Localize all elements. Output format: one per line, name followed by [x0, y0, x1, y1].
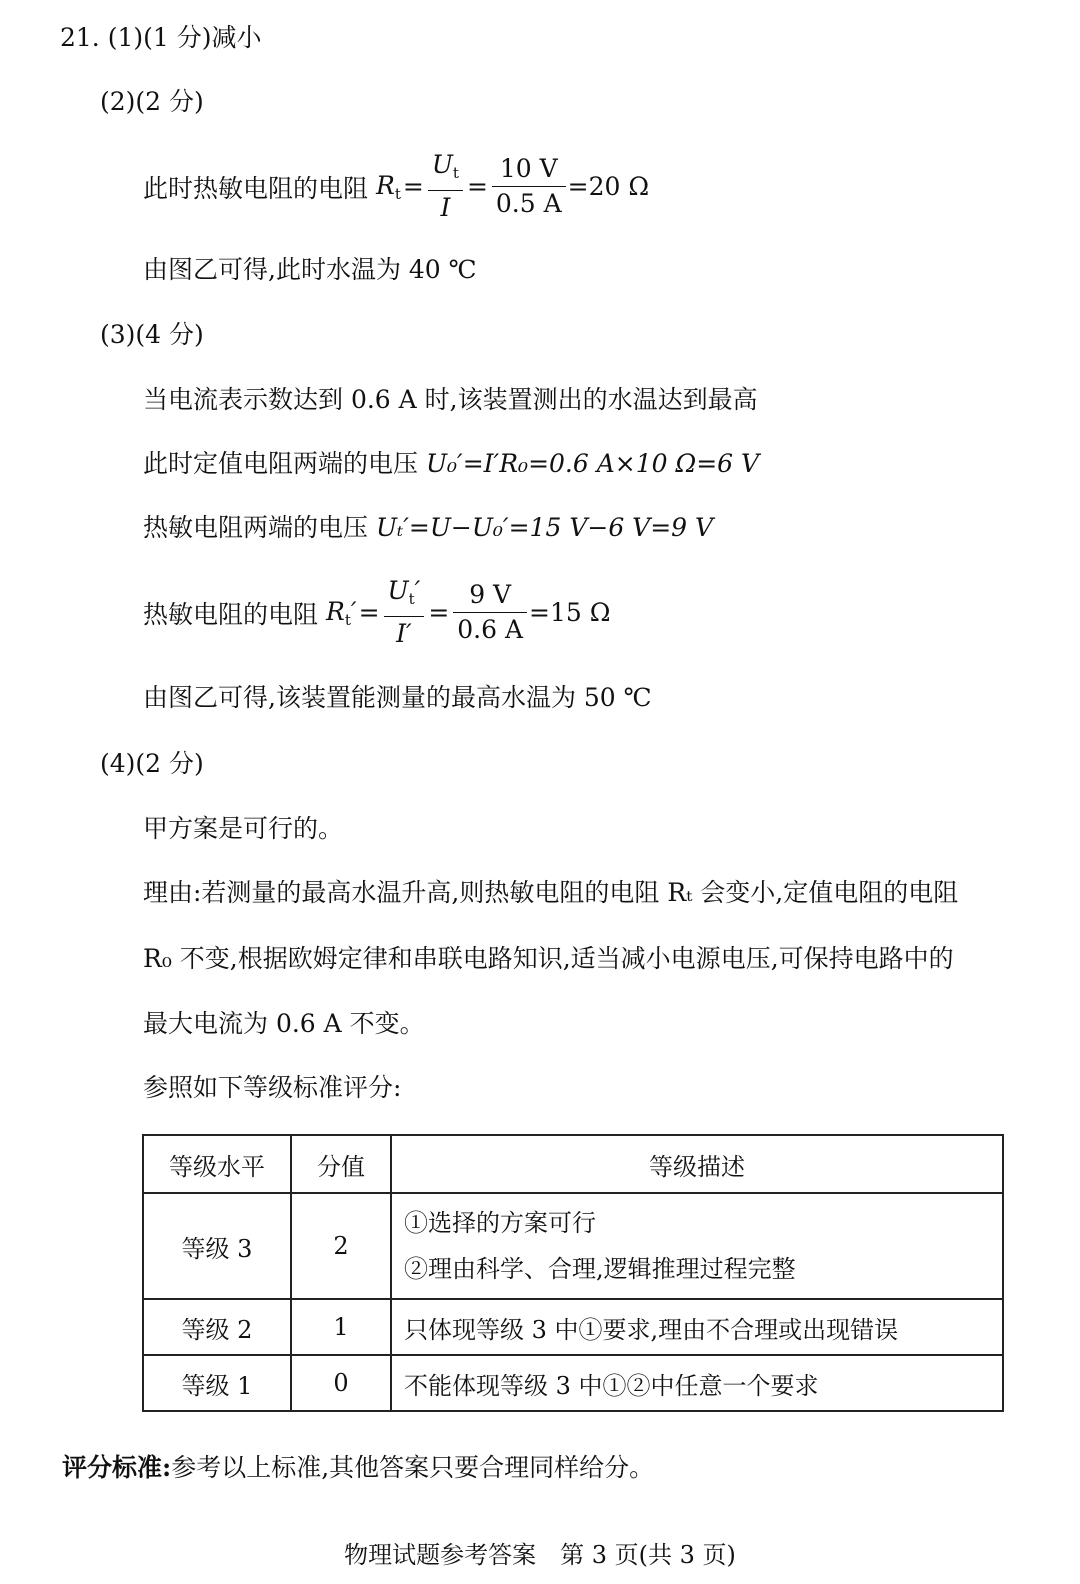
fraction-voltage-over-current: $\frac{U_t}{I}$ [428, 148, 463, 225]
table-row [143, 1299, 1003, 1355]
part2-formula-line: 此时热敏电阻的电阻 $R_t$ = $\frac{U_t}{I}$ = $\frac{10 V}{0.5 A}$ =20 Ω [143, 148, 649, 225]
part3-formula-line: 热敏电阻的电阻 $R_t'$ = $\frac{U_t'}{I'}$ = $\frac{9 V}{0.6 A}$ =15 Ω [143, 574, 610, 651]
fraction-values: $\frac{10 V}{0.5 A}$ [492, 152, 566, 221]
table-row [143, 1355, 1003, 1411]
table-cell-description: 不能体现等级 3 中①②中任意一个要求 [391, 1355, 1003, 1411]
part3-result: =15 Ω [529, 598, 611, 627]
part2-formula-prefix: 此时热敏电阻的电阻 [143, 173, 369, 203]
table-cell-level: 等级 3 [143, 1193, 291, 1299]
grading-criteria [62, 1448, 654, 1484]
part1-answer: 减小 [211, 23, 262, 52]
fraction-voltage-over-current-prime: $\frac{U_t'}{I'}$ [384, 574, 425, 651]
question-number: 21. [60, 23, 100, 52]
table-cell-description [391, 1193, 1003, 1299]
criteria-label: 评分标准: [62, 1453, 172, 1482]
table-cell-level: 等级 2 [143, 1299, 291, 1355]
part3-line1: 当电流表示数达到 0.6 A 时,该装置测出的水温达到最高 [143, 385, 758, 414]
part4-line4: 最大电流为 0.6 A 不变。 [143, 1009, 425, 1038]
part3-line3 [143, 508, 713, 544]
table-header-level: 等级水平 [143, 1135, 291, 1193]
part3-line3-formula: Uₜ′=U−U₀′=15 V−6 V=9 V [375, 513, 714, 542]
table-header-score: 分值 [291, 1135, 391, 1193]
part4-line5: 参照如下等级标准评分: [143, 1073, 402, 1102]
table-row [143, 1193, 1003, 1299]
part2-result: =20 Ω [567, 172, 650, 201]
table-cell-score: 0 [291, 1355, 391, 1411]
description-line: ①选择的方案可行 [404, 1209, 596, 1237]
criteria-text: 参考以上标准,其他答案只要合理同样给分。 [171, 1453, 655, 1482]
part4-label: (4)(2 分) [100, 749, 204, 778]
question-header [60, 18, 262, 54]
table-cell-score: 1 [291, 1299, 391, 1355]
part1-label: (1)(1 分) [107, 23, 212, 52]
table-header-row [143, 1135, 1003, 1193]
part2-line2: 由图乙可得,此时水温为 40 ℃ [143, 255, 477, 284]
part3-formula-prefix: 热敏电阻的电阻 [143, 599, 319, 629]
part3-line2-prefix: 此时定值电阻两端的电压 [143, 449, 419, 478]
resistance-symbol: $R_t$ [376, 170, 401, 203]
part3-line5: 由图乙可得,该装置能测量的最高水温为 50 ℃ [143, 683, 652, 712]
description-line: ②理由科学、合理,逻辑推理过程完整 [404, 1255, 796, 1283]
part3-line2 [143, 444, 759, 480]
part3-line3-prefix: 热敏电阻两端的电压 [143, 513, 369, 542]
table-cell-level: 等级 1 [143, 1355, 291, 1411]
part4-line1: 甲方案是可行的。 [143, 814, 344, 843]
table-cell-description: 只体现等级 3 中①要求,理由不合理或出现错误 [391, 1299, 1003, 1355]
table-header-description: 等级描述 [391, 1135, 1003, 1193]
part2-label: (2)(2 分) [100, 87, 204, 116]
page-footer: 物理试题参考答案 第 3 页(共 3 页) [344, 1541, 736, 1569]
part4-line3: R₀ 不变,根据欧姆定律和串联电路知识,适当减小电源电压,可保持电路中的 [143, 944, 954, 973]
part4-line2: 理由:若测量的最高水温升高,则热敏电阻的电阻 Rₜ 会变小,定值电阻的电阻 [143, 878, 959, 907]
resistance-prime-symbol: $R_t'$ [326, 596, 357, 629]
grading-table [142, 1134, 1004, 1412]
part3-label: (3)(4 分) [100, 320, 204, 349]
table-cell-score: 2 [291, 1193, 391, 1299]
part3-line2-formula: U₀′=I′R₀=0.6 A×10 Ω=6 V [425, 449, 760, 478]
fraction-values-prime: $\frac{9 V}{0.6 A}$ [453, 578, 527, 647]
